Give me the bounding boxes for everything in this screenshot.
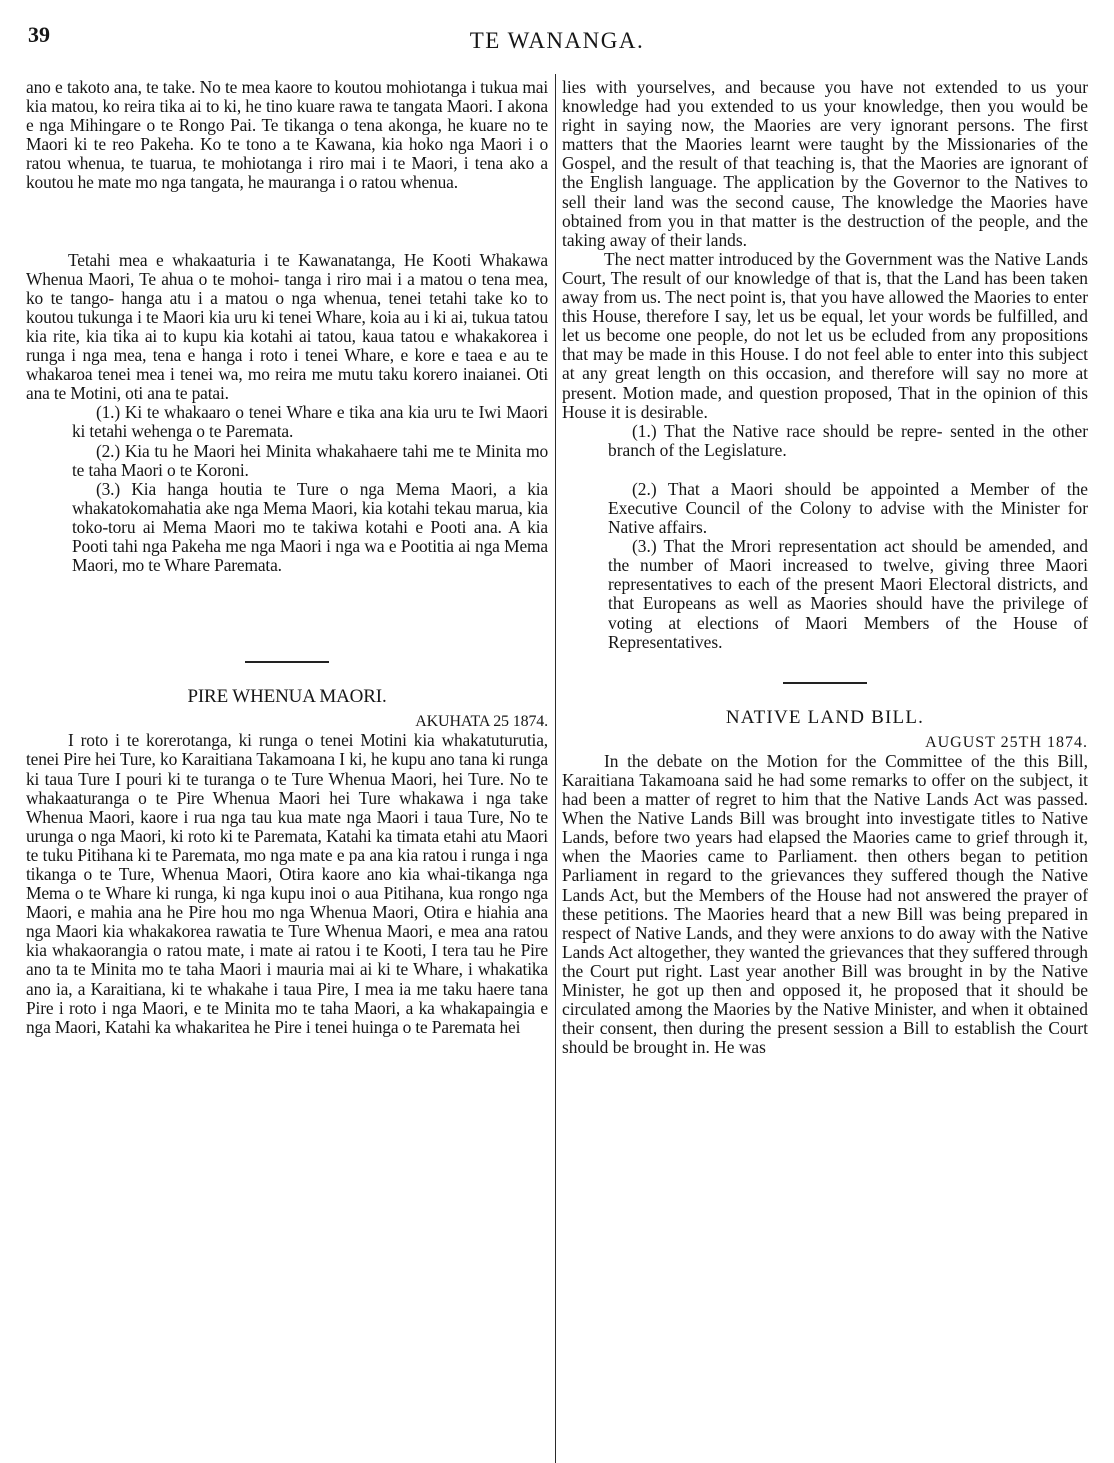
- motion-item: (2.) That a Maori should be appointed a Member of the Executive Council of the Colony to advise with the Minister for Native affairs.: [608, 478, 1088, 538]
- page-header: [0, 0, 1114, 60]
- english-intro-paragraph: lies with yourselves, and because you have not extended to us your knowledge had you extended to us your knowledge, then you would be right in saying now, the Maories are very ignorant persons. The first matters that the Maories learnt were taught by the Missionaries of the Gospel, and the result of that teaching is, that the Maories are ignorant of the English language. The application by the Governor to the Natives to sell their land was the second cause, The knowledge the Maories have obtained from you in that matter is the destruction of the people, and the taking away of their lands.: [562, 78, 1088, 250]
- right-column-english: [562, 78, 1088, 1463]
- left-column-maori: [26, 78, 548, 1463]
- page-number: 39: [28, 22, 50, 47]
- motion-item: (1.) That the Native race should be repre- sented in the other branch of the Legislature.: [608, 420, 1088, 460]
- section-date-maori: AKUHATA 25 1874.: [415, 713, 548, 731]
- section-date-english: AUGUST 25TH 1874.: [925, 733, 1088, 751]
- maori-motion-paragraph: Tetahi mea e whakaaturia i te Kawanatanga, He Kooti Whakawa Whenua Maori, Te ahua o te mohoi- tanga i riro mai i a matou o tena mea, ko te tango- hanga atu i a matou o nga whenua, tenei tetahi take ko to koutou tukunga i te Maori kia uru ki tenei Whare, koia au i ki ai, tukua tatou kia rite, kia tika ai to kupu kia kotahi ai tatou, kaua tatou e whakakorea i runga i nga mea, tena e hanga i roto i tenei Whare, e kore e taea e au te whakaroa tenei mea i tenei wa, mo reira me mutu taku korero inaianei. Oti ana te Motini, oti ana te patai.: [26, 249, 548, 404]
- motion-item: (1.) Ki te whakaaro o tenei Whare e tika ana kia uru te Iwi Maori ki tetahi wehenga o te Paremata.: [72, 402, 548, 442]
- maori-intro-paragraph: ano e takoto ana, te take. No te mea kaore to koutou mohiotanga i tukua mai kia matou, ko reira tika ai to ki, he tino kuare rawa te tangata Maori. I akona e nga Mihingare o te Rongo Pai. Te tikanga o tena akonga, he kuare no te Maori ki te reo Pakeha. Ko te tono a te Kawana, kia hoko nga Maori i o ratou whenua, te tuarua, te mohiotanga i riro mai i te Maori, i tena ako a koutou he mate mo nga tangata, he mauranga i o ratou whenua.: [26, 78, 548, 193]
- motion-item: (3.) Kia hanga houtia te Ture o nga Mema Maori, a kia whakatokomahatia ake nga Mema Maori, kia kotahi tekau marua, kia toko-toru ai Mema Maori mo te takiwa kotahi e Pooti ana. A kia Pooti tahi nga Pakeha me nga Maori i nga wa e Pootitia ai nga Mema Maori, mo te Whare Paremata.: [72, 478, 548, 576]
- column-divider: [555, 74, 556, 1463]
- maori-bill-paragraph: I roto i te korerotanga, ki runga o tenei Motini kia whakatuturutia, tenei Pire hei Ture, ko Karaitiana Takamoana I ki, he kupu ano tana ki runga ki taua Ture I pouri ki te turanga o te Ture Whenua Maori, hei Ture. No te whakaaturanga o te Pire Whenua Maori hei Ture whakawa i nga take Whenua Maori, kaore i rua nga tau kua mate nga Maori i taua Ture, No te urunga o nga Maori, ki roto ki te Paremata, Katahi ka timata etahi atu Maori te tuku Pitihana ki te Paremata, mo nga mate e pa ana kia ratou i runga i nga tikanga o te Ture, Whenua Maori, Otira kaore ano kia whai-tikanga nga Mema o te Whare ki runga, ki nga kupu inoi o aua Pitihana, kua rongo nga Maori, e mahia ana he Pire hou mo nga Whenua Maori, Otira e hiahia ana nga Maori kia whakakorea rawatia te Ture Whenua Maori, e mea ana ratou kia whakaorangia o ratou mate, i mate ai ratou i te Kooti, I tera tau he Pire ano ta te Minita mo te taha Maori i mauria mai ai ki te Whare, i whakatika ano ia, a Karaitiana, ki te whakahe i taua Pire, I mea ia me taku haere tana Pire i roto i nga Maori, e te Minita mo te taha Maori, a ka whakapaingia e nga Maori, Katahi ka whakaritea he Pire i tenei huinga o te Paremata hei: [26, 730, 548, 1037]
- english-motion-items: [562, 422, 1088, 652]
- section-title-maori: PIRE WHENUA MAORI.: [187, 686, 387, 708]
- maori-motion-items: [26, 403, 548, 575]
- running-title: TE WANANGA.: [469, 28, 645, 53]
- english-bill-paragraph: In the debate on the Motion for the Committee of the this Bill, Karaitiana Takamoana said he had some remarks to offer on the subject, it had been a matter of regret to him that the Native Lands Act was passed. When the Native Lands Bill was brought into investigate titles to Native Lands, before two years had elapsed the Maories came to grief through it, when the Maories came to Parliament. then others began to petition Parliament in regard to the grievances they suffered though the Native Lands Act, but the Members of the House had not answered the prayer of these petitions. The Maories heard that a new Bill was being prepared in respect of Native Lands, and they were anxions to do away with the Native Lands Act altogether, they wanted the grievances that they suffered through the Court put right. Last year another Bill was brought in by the Native Minister, he got up then and opposed it, he proposed that it should be circulated among the Maories by the Native Minister, and when it obtained their consent, then during the present session a Bill to establish the Court should be brought in. He was: [562, 750, 1088, 1058]
- motion-item: (2.) Kia tu he Maori hei Minita whakahaere tahi me te Minita mo te taha Maori o te Koroni.: [72, 440, 548, 480]
- section-title-english: NATIVE LAND BILL.: [725, 706, 925, 728]
- english-motion-paragraph: The nect matter introduced by the Government was the Native Lands Court, The result of our knowledge of that is, that the Land has been taken away from us. The nect point is, that you have allowed the Maories to enter this House, therefore I say, let us be equal, let your words be fulfilled, and let us become one people, do not let us be ecluded from any propositions that may be made in this House. I do not feel able to enter into this subject at any great length on this occasion, and therefore will say no more at present. Motion made, and question proposed, That in the opinion of this House it is desirable.: [562, 248, 1088, 422]
- motion-item: (3.) That the Mrori representation act should be amended, and the number of Maori increased to twelve, giving three Maori representatives to each of the present Maori Electoral districts, and that Europeans as well as Maories should have the privilege of voting at elections of Maori Members of the House of Representatives.: [608, 536, 1088, 652]
